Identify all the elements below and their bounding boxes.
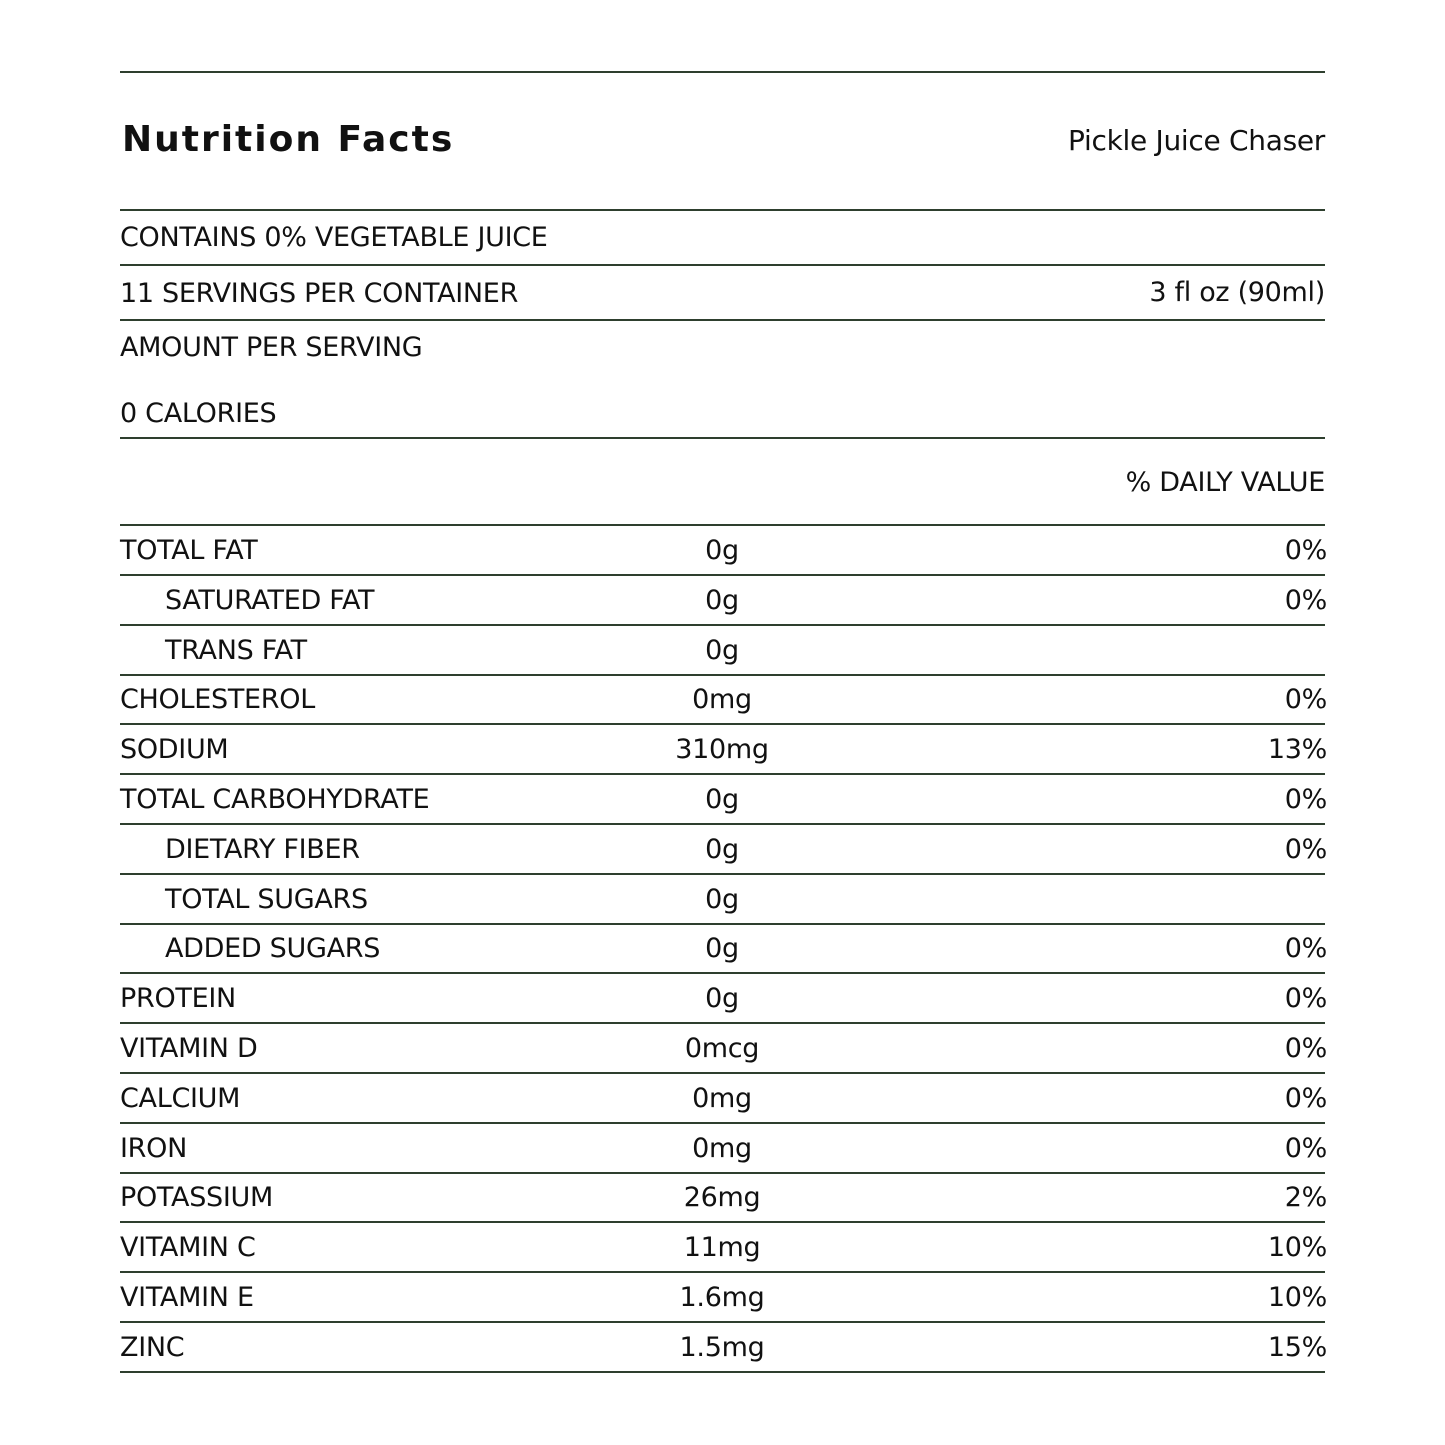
nutrient-amount: 0g xyxy=(705,883,739,915)
nutrient-name: IRON xyxy=(120,1132,187,1164)
nutrient-row xyxy=(0,1273,1445,1323)
nutrient-amount: 26mg xyxy=(683,1182,761,1214)
nutrient-amount: 0mg xyxy=(692,684,752,716)
divider xyxy=(120,264,1325,266)
nutrient-daily-value: 0% xyxy=(1284,784,1327,815)
nutrient-daily-value: 0% xyxy=(1284,1082,1327,1114)
nutrient-row xyxy=(0,526,1445,576)
nutrient-name: SODIUM xyxy=(120,734,229,766)
nutrient-row xyxy=(0,1173,1445,1223)
nutrient-row xyxy=(0,875,1445,925)
nutrient-name: ZINC xyxy=(120,1331,185,1363)
divider xyxy=(120,319,1325,321)
label-title: Nutrition Facts xyxy=(122,119,455,160)
nutrient-row xyxy=(0,1323,1445,1373)
calories-divider xyxy=(120,437,1325,439)
nutrient-row xyxy=(0,924,1445,974)
nutrient-name: CALCIUM xyxy=(120,1082,241,1114)
nutrient-daily-value: 0% xyxy=(1284,983,1327,1015)
header-divider xyxy=(120,209,1325,211)
nutrient-amount: 0g xyxy=(705,535,739,566)
top-divider xyxy=(120,71,1325,73)
nutrient-amount: 0mcg xyxy=(684,1033,760,1064)
nutrient-amount: 0g xyxy=(705,983,739,1015)
nutrient-daily-value: 15% xyxy=(1267,1331,1327,1363)
nutrient-name: POTASSIUM xyxy=(120,1182,273,1214)
nutrient-amount: 1.5mg xyxy=(679,1331,765,1363)
nutrient-daily-value: 0% xyxy=(1284,1033,1327,1064)
serving-size: 3 fl oz (90ml) xyxy=(1149,277,1325,308)
nutrient-row xyxy=(0,974,1445,1024)
nutrient-daily-value: 0% xyxy=(1284,833,1327,865)
vegetable-juice-note: CONTAINS 0% VEGETABLE JUICE xyxy=(120,222,548,253)
nutrient-name: ADDED SUGARS xyxy=(165,933,381,965)
nutrient-amount: 11mg xyxy=(683,1232,761,1264)
nutrient-row xyxy=(0,675,1445,725)
nutrient-name: VITAMIN D xyxy=(120,1033,258,1064)
nutrient-row xyxy=(0,1223,1445,1273)
daily-value-header: % DAILY VALUE xyxy=(1125,467,1325,498)
row-divider xyxy=(120,1371,1325,1373)
nutrient-daily-value: 2% xyxy=(1284,1182,1327,1214)
nutrient-row xyxy=(0,775,1445,825)
nutrient-daily-value: 0% xyxy=(1284,684,1327,716)
nutrient-row xyxy=(0,1124,1445,1174)
nutrient-amount: 0g xyxy=(705,933,739,965)
amount-per-serving: AMOUNT PER SERVING xyxy=(120,332,423,363)
nutrient-amount: 0g xyxy=(705,784,739,815)
nutrient-row xyxy=(0,576,1445,626)
nutrient-name: TOTAL FAT xyxy=(120,535,258,566)
nutrient-daily-value: 0% xyxy=(1284,933,1327,965)
nutrient-name: TRANS FAT xyxy=(165,634,307,666)
calories: 0 CALORIES xyxy=(120,398,277,429)
product-name: Pickle Juice Chaser xyxy=(1068,124,1325,157)
nutrient-amount: 0mg xyxy=(692,1082,752,1114)
nutrient-daily-value: 0% xyxy=(1284,535,1327,566)
nutrient-amount: 0mg xyxy=(692,1132,752,1164)
nutrient-name: TOTAL CARBOHYDRATE xyxy=(120,784,430,815)
nutrient-row xyxy=(0,825,1445,875)
nutrient-daily-value: 10% xyxy=(1267,1282,1327,1313)
nutrient-amount: 0g xyxy=(705,634,739,666)
nutrient-daily-value: 0% xyxy=(1284,1132,1327,1164)
nutrient-amount: 310mg xyxy=(675,734,769,766)
nutrient-name: CHOLESTEROL xyxy=(120,684,315,716)
nutrient-name: TOTAL SUGARS xyxy=(165,883,368,915)
nutrient-row xyxy=(0,626,1445,676)
nutrient-name: VITAMIN E xyxy=(120,1282,254,1313)
nutrient-daily-value: 13% xyxy=(1267,734,1327,766)
nutrient-name: VITAMIN C xyxy=(120,1232,256,1264)
nutrient-row xyxy=(0,1024,1445,1074)
nutrient-name: PROTEIN xyxy=(120,983,236,1015)
nutrient-amount: 1.6mg xyxy=(679,1282,765,1313)
nutrient-row xyxy=(0,725,1445,775)
nutrient-daily-value: 0% xyxy=(1284,584,1327,616)
nutrient-daily-value: 10% xyxy=(1267,1232,1327,1264)
nutrient-amount: 0g xyxy=(705,833,739,865)
nutrient-row xyxy=(0,1074,1445,1124)
nutrient-name: SATURATED FAT xyxy=(165,584,375,616)
nutrient-name: DIETARY FIBER xyxy=(165,833,360,865)
servings-per-container: 11 SERVINGS PER CONTAINER xyxy=(120,278,519,309)
nutrient-amount: 0g xyxy=(705,584,739,616)
